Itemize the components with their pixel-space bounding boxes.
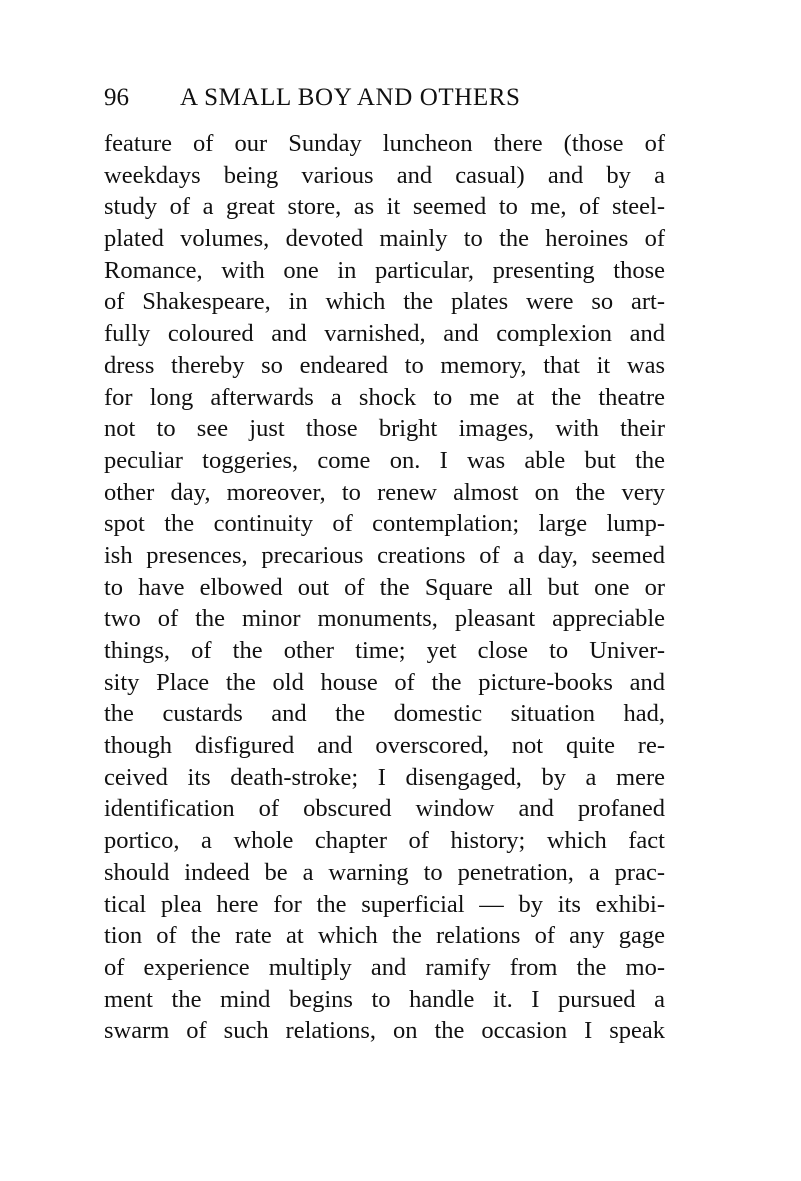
- text-line: swarm of such relations, on the occasion I speak: [104, 1017, 665, 1045]
- text-line: the custards and the domestic situation had,: [104, 700, 665, 728]
- text-line: should indeed be a warning to penetration, a prac-: [104, 858, 665, 886]
- text-line: of Shakespeare, in which the plates were so art-: [104, 288, 665, 316]
- text-line: portico, a whole chapter of history; which fact: [104, 827, 665, 855]
- text-line: identification of obscured window and profaned: [104, 795, 665, 823]
- book-title: A SMALL BOY AND OTHERS: [180, 84, 521, 111]
- text-line: ish presences, precarious creations of a day, seemed: [104, 541, 665, 569]
- text-line: dress thereby so endeared to memory, that it was: [104, 351, 665, 379]
- text-line: tical plea here for the superficial — by its exhibi-: [104, 890, 665, 918]
- text-line: study of a great store, as it seemed to me, of steel-: [104, 193, 665, 221]
- text-line: peculiar toggeries, come on. I was able but the: [104, 446, 665, 474]
- body-text: [104, 128, 665, 1047]
- text-line: fully coloured and varnished, and complexion and: [104, 320, 665, 348]
- text-line: other day, moreover, to renew almost on the very: [104, 478, 665, 506]
- text-line: feature of our Sunday luncheon there (those of: [104, 130, 665, 157]
- text-line: not to see just those bright images, with their: [104, 415, 665, 443]
- text-line: spot the continuity of contemplation; large lump-: [104, 510, 665, 538]
- text-line: sity Place the old house of the picture-books and: [104, 668, 665, 696]
- text-line: of experience multiply and ramify from the mo-: [104, 953, 665, 981]
- text-line: ment the mind begins to handle it. I pursued a: [104, 985, 665, 1013]
- running-head: [104, 80, 704, 116]
- text-line: ceived its death-stroke; I disengaged, by a mere: [104, 763, 665, 791]
- page-number: 96: [104, 84, 129, 111]
- text-line: things, of the other time; yet close to Univer-: [104, 637, 665, 664]
- text-line: two of the minor monuments, pleasant appreciable: [104, 605, 665, 633]
- text-line: weekdays being various and casual) and by a: [104, 161, 665, 189]
- text-line: tion of the rate at which the relations of any gage: [104, 922, 665, 950]
- text-line: though disfigured and overscored, not quite re-: [104, 732, 665, 760]
- text-line: plated volumes, devoted mainly to the heroines of: [104, 225, 665, 253]
- text-line: to have elbowed out of the Square all but one or: [104, 573, 665, 601]
- text-line: Romance, with one in particular, presenting those: [104, 256, 665, 284]
- text-line: for long afterwards a shock to me at the theatre: [104, 383, 665, 411]
